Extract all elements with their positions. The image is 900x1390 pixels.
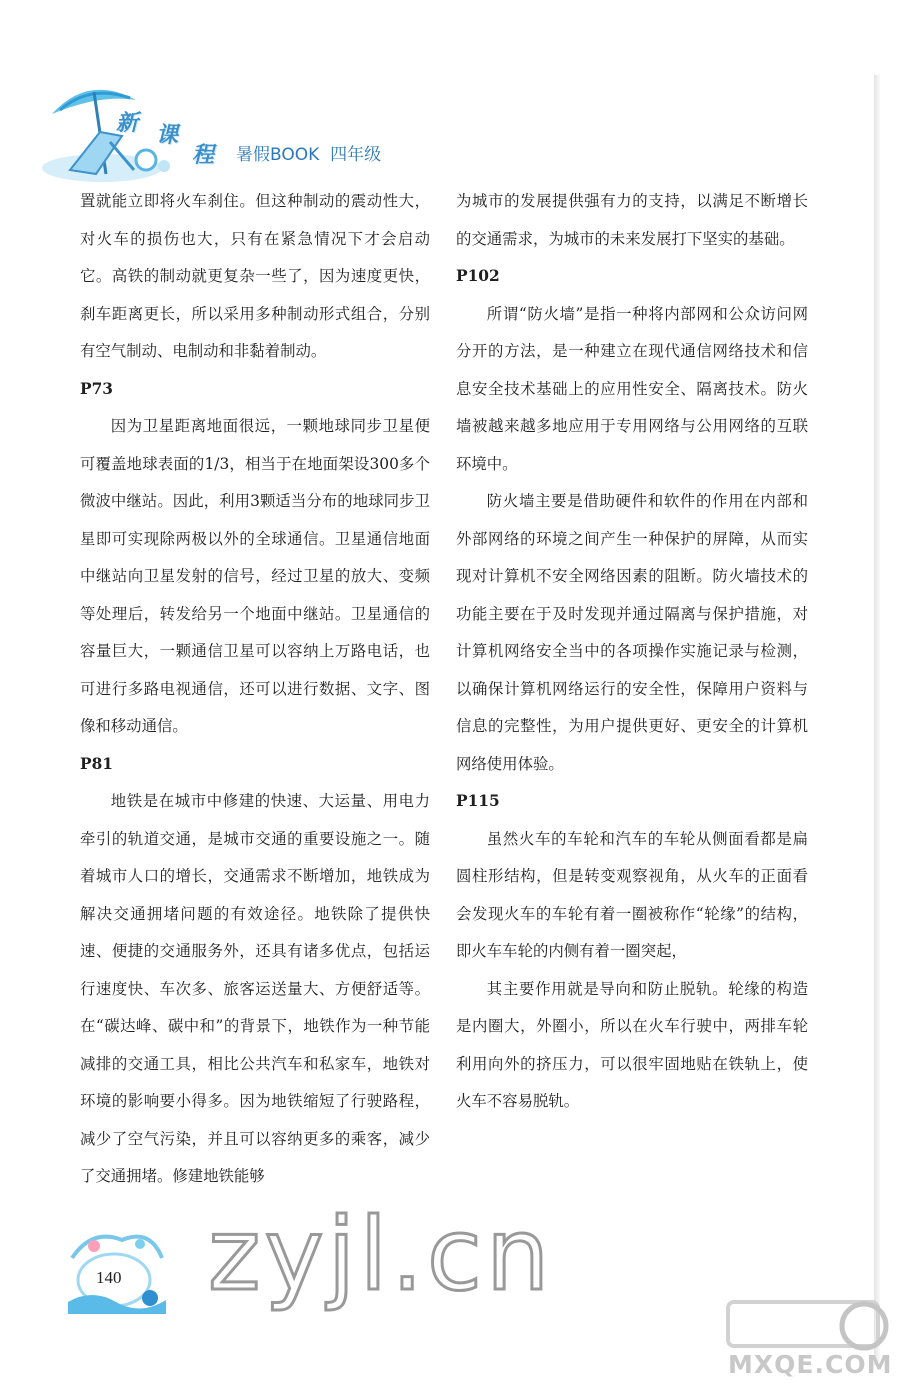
page-reference: P73 bbox=[80, 379, 113, 398]
paragraph: 防火墙主要是借助硬件和软件的作用在内部和外部网络的环境之间产生一种保护的屏障，从而实现对计算机不安全网络因素的阻断。防火墙技术的功能主要在于及时发现并通过隔离与保护措施，对计算机网络安全当中的各项操作实施记录与检测，以确保计算机网络运行的安全性，保障用户资料与信息的完整性，为用户提供更好、更安全的计算机网络使用体验。 bbox=[456, 492, 808, 773]
watermark-url: zyjl.cn bbox=[208, 1196, 554, 1313]
watermark-site: MXQE.COM bbox=[728, 1350, 893, 1379]
paragraph: 其主要作用就是导向和防止脱轨。轮缘的构造是内圈大，外圈小，所以在火车行驶中，两排车轮利用向外的挤压力，可以很牢固地贴在铁轨上，使火车不容易脱轨。 bbox=[456, 979, 808, 1110]
paragraph: 置就能立即将火车刹住。但这种制动的震动性大，对火车的损伤也大，只有在紧急情况下才会启动它。高铁的制动就更复杂一些了，因为速度更快，刹车距离更长，所以采用多种制动形式组合，分别有空气制动、电制动和非黏着制动。 bbox=[80, 192, 430, 360]
page-edge-shadow bbox=[874, 75, 880, 1365]
header-subtitle: 暑假BOOK 四年级 bbox=[236, 145, 382, 165]
paragraph: 为城市的发展提供强有力的支持，以满足不断增长的交通需求，为城市的未来发展打下坚实的基础。 bbox=[456, 192, 808, 248]
page-reference: P81 bbox=[80, 754, 113, 773]
paragraph: 虽然火车的车轮和汽车的车轮从侧面看都是扁圆柱形结构，但是转变观察视角，从火车的正面看会发现火车的车轮有着一圈被称作“轮缘”的结构，即火车车轮的内侧有着一圈突起， bbox=[456, 829, 808, 960]
page-reference: P115 bbox=[456, 792, 500, 810]
page-header bbox=[40, 70, 460, 190]
page-number: 140 bbox=[96, 1268, 122, 1287]
brand-char-xin: 新 bbox=[116, 111, 139, 136]
left-column bbox=[80, 183, 430, 1196]
brand-char-ke: 课 bbox=[156, 123, 179, 148]
paragraph: 因为卫星距离地面很远，一颗地球同步卫星便可覆盖地球表面的1/3，相当于在地面架设300多个微波中继站。因此，利用3颗适当分布的地球同步卫星即可实现除两极以外的全球通信。卫星通信地面中继站向卫星发射的信号，经过卫星的放大、变频等处理后，转发给另一个地面中继站。卫星通信的容量巨大，一颗通信卫星可以容纳上万路电话，也可进行多路电视通信，还可以进行数据、文字、图像和移动通信。 bbox=[80, 417, 430, 735]
paragraph: 地铁是在城市中修建的快速、大运量、用电力牵引的轨道交通，是城市交通的重要设施之一。随着城市人口的增长，交通需求不断增加，地铁成为解决交通拥堵问题的有效途径。地铁除了提供快速、便捷的交通服务外，还具有诸多优点，包括运行速度快、车次多、旅客运送量大、方便舒适等。在“碳达峰、碳中和”的背景下，地铁作为一种节能减排的交通工具，相比公共汽车和私家车，地铁对环境的影响要小得多。因为地铁缩短了行驶路程，减少了空气污染，并且可以容纳更多的乘客，减少了交通拥堵。修建地铁能够 bbox=[80, 792, 430, 1185]
brand-char-cheng: 程 bbox=[192, 143, 215, 168]
paragraph: 所谓“防火墙”是指一种将内部网和公众访问网分开的方法，是一种建立在现代通信网络技术和信息安全技术基础上的应用性安全、隔离技术。防火墙被越来越多地应用于专用网络与公用网络的互联环境中。 bbox=[456, 304, 808, 473]
right-column bbox=[456, 183, 808, 1121]
page-reference: P102 bbox=[456, 267, 500, 285]
